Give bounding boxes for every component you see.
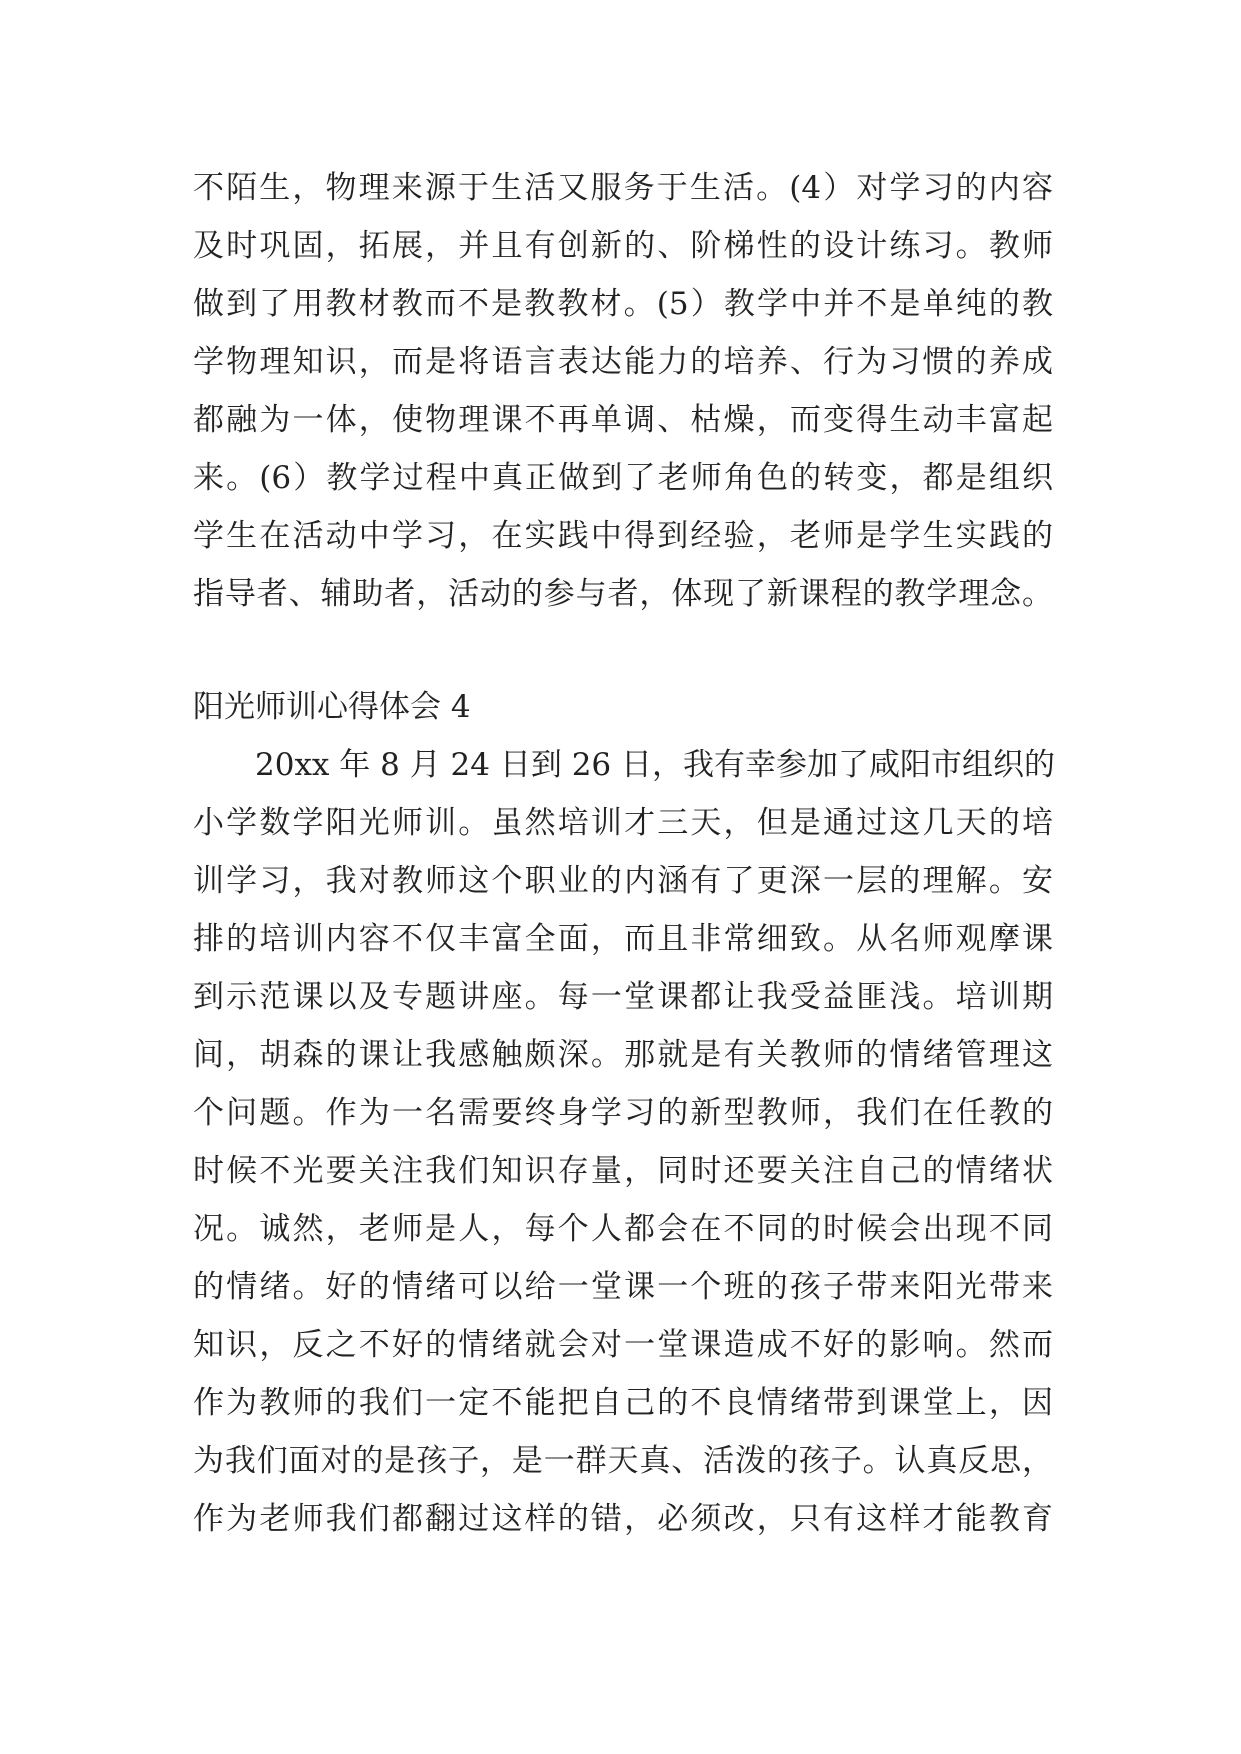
paragraph2-line: 的情绪。好的情绪可以给一堂课一个班的孩子带来阳光带来 [193, 1269, 1053, 1305]
paragraph2-line: 20xx 年 8 月 24 日到 26 日，我有幸参加了咸阳市组织的 [255, 747, 1056, 783]
paragraph2-line: 况。诚然，老师是人，每个人都会在不同的时候会出现不同 [193, 1211, 1053, 1247]
paragraph1-line: 学生在活动中学习，在实践中得到经验，老师是学生实践的 [193, 518, 1053, 554]
paragraph2-line: 训学习，我对教师这个职业的内涵有了更深一层的理解。安 [193, 863, 1053, 899]
paragraph2-line: 为我们面对的是孩子，是一群天真、活泼的孩子。认真反思， [193, 1443, 1053, 1479]
paragraph1-line: 不陌生，物理来源于生活又服务于生活。(4）对学习的内容 [193, 170, 1053, 206]
paragraph2-line: 小学数学阳光师训。虽然培训才三天，但是通过这几天的培 [193, 805, 1053, 841]
paragraph2-line: 排的培训内容不仅丰富全面，而且非常细致。从名师观摩课 [193, 921, 1053, 957]
paragraph2-line: 作为老师我们都翻过这样的错，必须改，只有这样才能教育 [193, 1501, 1053, 1537]
paragraph2-line: 知识，反之不好的情绪就会对一堂课造成不好的影响。然而 [193, 1327, 1053, 1363]
paragraph1-line: 指导者、辅助者，活动的参与者，体现了新课程的教学理念。 [193, 576, 1053, 612]
paragraph2-line: 时候不光要关注我们知识存量，同时还要关注自己的情绪状 [193, 1153, 1053, 1189]
paragraph1-line: 来。(6）教学过程中真正做到了老师角色的转变，都是组织 [193, 460, 1053, 496]
paragraph1-line: 都融为一体，使物理课不再单调、枯燥，而变得生动丰富起 [193, 402, 1053, 438]
paragraph2-line: 个问题。作为一名需要终身学习的新型教师，我们在任教的 [193, 1095, 1053, 1131]
paragraph1-line: 学物理知识，而是将语言表达能力的培养、行为习惯的养成 [193, 344, 1053, 380]
paragraph2-line: 作为教师的我们一定不能把自己的不良情绪带到课堂上，因 [193, 1385, 1053, 1421]
paragraph1-line: 做到了用教材教而不是教教材。(5）教学中并不是单纯的教 [193, 286, 1053, 322]
paragraph2-line: 间，胡森的课让我感触颇深。那就是有关教师的情绪管理这 [193, 1037, 1053, 1073]
paragraph1-line: 及时巩固，拓展，并且有创新的、阶梯性的设计练习。教师 [193, 228, 1053, 264]
section-title: 阳光师训心得体会 4 [193, 689, 471, 725]
paragraph2-line: 到示范课以及专题讲座。每一堂课都让我受益匪浅。培训期 [193, 979, 1053, 1015]
